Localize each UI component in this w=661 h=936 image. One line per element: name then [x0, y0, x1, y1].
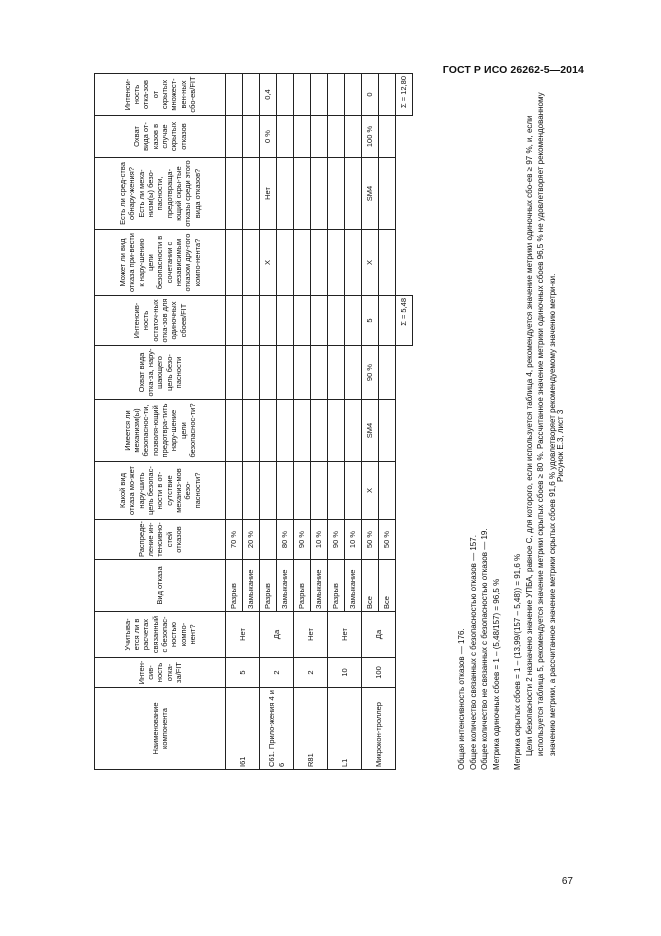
latent-coverage: 0 %	[260, 116, 277, 158]
residual-rate	[345, 296, 362, 346]
mode-coverage	[328, 346, 345, 400]
distribution: 70 %	[226, 520, 243, 560]
violates-goal	[294, 462, 311, 520]
mode-coverage	[294, 346, 311, 400]
latent-coverage	[379, 116, 396, 158]
mode-coverage: 90 %	[362, 346, 379, 400]
violates-goal	[226, 462, 243, 520]
calculation-notes	[456, 70, 558, 770]
sum-row-spacer	[396, 346, 413, 770]
safety-related: Нет	[226, 612, 260, 658]
component-name: C61. Прило-жения 4 и 6	[260, 688, 294, 770]
latent-detection: SM4	[362, 158, 379, 230]
violates-goal	[379, 462, 396, 520]
figure-caption: Рисунок Е.3, лист 3	[556, 409, 565, 482]
distribution: 90 %	[294, 520, 311, 560]
safety-mechanism	[277, 400, 294, 462]
latent-rate	[328, 74, 345, 116]
residual-rate	[226, 296, 243, 346]
latent-coverage	[311, 116, 328, 158]
failure-mode: Разрыв	[328, 560, 345, 612]
safety-mechanism	[379, 400, 396, 462]
residual-rate	[277, 296, 294, 346]
column-header: Интен-сив-ность отка-за/FIT	[95, 658, 226, 688]
note-safety-related: Общее количество связанных с безопасностью отказов — 157.	[468, 535, 478, 770]
latent-detection	[294, 158, 311, 230]
latent-rate: 0	[362, 74, 379, 116]
column-header: Охват вида отка-за, нару-шающего цель безо-пасности	[95, 346, 226, 400]
distribution	[260, 520, 277, 560]
column-header: Есть ли сред-ства обнару-жения? Есть ли меха-низм(ы) безо-пасности, предотвраща-ющий скры-тые отказы среди этого вида отказов?	[95, 158, 226, 230]
failure-mode: Замыкание	[311, 560, 328, 612]
latent-rate	[345, 74, 362, 116]
safety-mechanism	[311, 400, 328, 462]
multi-point: X	[362, 230, 379, 296]
failure-mode: Разрыв	[294, 560, 311, 612]
distribution: 50 %	[362, 520, 379, 560]
violates-goal	[243, 462, 260, 520]
sum-residual: Σ = 5,48	[396, 296, 413, 346]
table-row	[362, 74, 379, 770]
multi-point: X	[260, 230, 277, 296]
failure-mode: Замыкание	[243, 560, 260, 612]
distribution: 10 %	[311, 520, 328, 560]
safety-related: Да	[362, 612, 396, 658]
latent-detection	[243, 158, 260, 230]
failure-mode: Все	[379, 560, 396, 612]
distribution: 20 %	[243, 520, 260, 560]
page-number: 67	[561, 876, 573, 887]
table-row	[328, 74, 345, 770]
multi-point	[328, 230, 345, 296]
latent-coverage	[345, 116, 362, 158]
latent-detection	[226, 158, 243, 230]
residual-rate	[243, 296, 260, 346]
note-conclusion: Цели безопасности 2 назначено значение УПБА, равное С, для которого, если используется таблица 4, рекомендуется значение метрики одиночных сбо-ев ≥ 97 %, и, если используется таблица 5, рекомендуется значение метрики скрытых сбоев ≥ 80 %. Рассчитанное значение метрики одиночных сбоев 96,5 % не удовлетворяет рекомендованному значению метрики, а рассчитанное значение метрики скрытых сбоев 91,6 % удовлетворяет рекомендуемому значению метри-ки.	[524, 92, 557, 756]
latent-detection	[277, 158, 294, 230]
safety-related: Да	[260, 612, 294, 658]
note-spfm: Метрика одиночных сбоев = 1 – (5,48/157) = 96,5 %	[491, 578, 501, 770]
violates-goal: X	[362, 462, 379, 520]
column-header: Наименование компонента	[95, 688, 226, 770]
residual-rate	[260, 296, 277, 346]
violates-goal	[260, 462, 277, 520]
residual-rate	[294, 296, 311, 346]
safety-related: Нет	[294, 612, 328, 658]
column-header: Может ли вид отказа при-вести к нару-шению цели безопасности в сочетании с независимым отказом дру-гого компо-нента?	[95, 230, 226, 296]
table-row	[260, 74, 277, 770]
component-name: I61	[226, 688, 260, 770]
safety-mechanism	[260, 400, 277, 462]
safety-mechanism	[328, 400, 345, 462]
multi-point	[277, 230, 294, 296]
column-header: Интенси-ность отка-зов от скрытых множест-вен-ных сбо-ев/FIT	[95, 74, 226, 116]
failure-rate: 10	[328, 658, 362, 688]
sum-latent: Σ = 12,80	[396, 74, 413, 116]
safety-mechanism: SM4	[362, 400, 379, 462]
note-total-failures: Общая интенсивность отказов — 176.	[457, 628, 466, 770]
latent-rate	[243, 74, 260, 116]
latent-rate	[311, 74, 328, 116]
mode-coverage	[311, 346, 328, 400]
sum-row-spacer	[396, 116, 413, 296]
multi-point	[311, 230, 328, 296]
latent-coverage	[277, 116, 294, 158]
latent-rate	[277, 74, 294, 116]
latent-coverage	[226, 116, 243, 158]
standard-header: ГОСТ Р ИСО 26262-5—2014	[442, 64, 584, 76]
residual-rate: 5	[362, 296, 379, 346]
column-header: Имеется ли механизм(ы) безопаснос-ти, позволя-ющий предотвра-тить нару-шение цели безопаснос-ти?	[95, 400, 226, 462]
safety-related: Нет	[328, 612, 362, 658]
violates-goal	[311, 462, 328, 520]
column-header: Распреде-ление ин-тенсивно-стей отказов	[95, 520, 226, 560]
distribution: 90 %	[328, 520, 345, 560]
violates-goal	[328, 462, 345, 520]
failure-mode: Замыкание	[277, 560, 294, 612]
latent-detection: Нет	[260, 158, 277, 230]
mode-coverage	[379, 346, 396, 400]
mode-coverage	[260, 346, 277, 400]
column-header: Вид отказа	[95, 560, 226, 612]
sum-row	[396, 74, 413, 770]
latent-rate	[226, 74, 243, 116]
table-row	[294, 74, 311, 770]
violates-goal	[277, 462, 294, 520]
mode-coverage	[243, 346, 260, 400]
residual-rate	[379, 296, 396, 346]
column-header: Охват вида от-казов в случае скрытых отказов	[95, 116, 226, 158]
latent-rate	[294, 74, 311, 116]
latent-detection	[345, 158, 362, 230]
distribution: 80 %	[277, 520, 294, 560]
mode-coverage	[277, 346, 294, 400]
latent-detection	[379, 158, 396, 230]
failure-rate: 5	[226, 658, 260, 688]
component-name: R81	[294, 688, 328, 770]
multi-point	[243, 230, 260, 296]
residual-rate	[328, 296, 345, 346]
multi-point	[226, 230, 243, 296]
column-header: Интенсив-ность остаточ-ных отка-зов для одиночных сбоев/FIT	[95, 296, 226, 346]
column-header: Какой вид отказа мо-жет нару-шить цель безопас-ности в от-сутствие механиз-мов безо-пасности?	[95, 462, 226, 520]
latent-detection	[328, 158, 345, 230]
multi-point	[379, 230, 396, 296]
latent-rate	[379, 74, 396, 116]
failure-mode: Разрыв	[260, 560, 277, 612]
latent-rate: 0,4	[260, 74, 277, 116]
safety-mechanism	[243, 400, 260, 462]
fmeda-table	[94, 73, 413, 770]
latent-detection	[311, 158, 328, 230]
multi-point	[294, 230, 311, 296]
failure-mode: Все	[362, 560, 379, 612]
violates-goal	[345, 462, 362, 520]
table-header-row	[95, 74, 226, 770]
component-name: L1	[328, 688, 362, 770]
failure-rate: 2	[260, 658, 294, 688]
note-lfm: Метрика скрытых сбоев = 1 – (13,99/(157 – 5,48)) = 91,6 %	[513, 553, 522, 770]
failure-mode: Замыкание	[345, 560, 362, 612]
safety-mechanism	[294, 400, 311, 462]
mode-coverage	[345, 346, 362, 400]
failure-rate: 2	[294, 658, 328, 688]
table-row	[226, 74, 243, 770]
latent-coverage	[328, 116, 345, 158]
latent-coverage: 100 %	[362, 116, 379, 158]
failure-rate: 100	[362, 658, 396, 688]
note-not-safety-related: Общее количество не связанных с безопасностью отказов — 19.	[480, 528, 489, 770]
latent-coverage	[243, 116, 260, 158]
rotated-page-content	[66, 62, 606, 882]
safety-mechanism	[345, 400, 362, 462]
failure-mode: Разрыв	[226, 560, 243, 612]
residual-rate	[311, 296, 328, 346]
safety-mechanism	[226, 400, 243, 462]
column-header: Учитыва-ется ли в расчетах связанный с безопас-ностью компо-нент?	[95, 612, 226, 658]
mode-coverage	[226, 346, 243, 400]
latent-coverage	[294, 116, 311, 158]
distribution: 10 %	[345, 520, 362, 560]
distribution: 50 %	[379, 520, 396, 560]
multi-point	[345, 230, 362, 296]
component-name: Микрокон-троллер	[362, 688, 396, 770]
